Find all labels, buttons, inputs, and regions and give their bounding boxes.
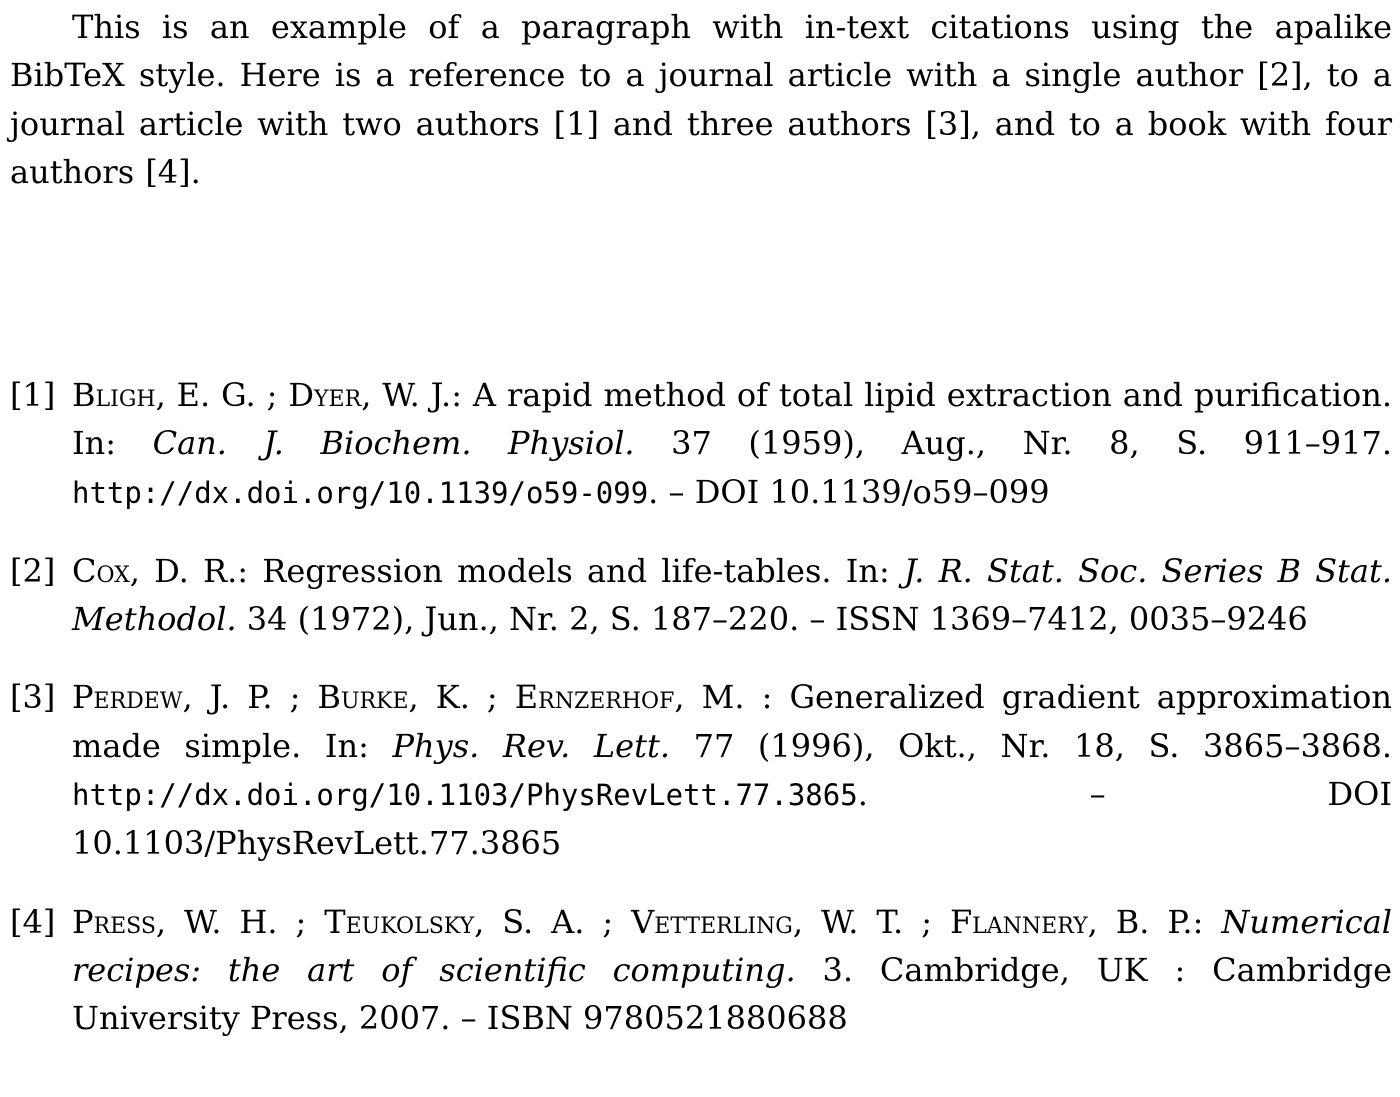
author-initials: , D. R.: [129, 551, 249, 590]
author-initials: , M. : [674, 678, 773, 717]
reference-title: A rapid method of total lipid extraction and purification. In: [72, 376, 1393, 463]
author-initials: , W. T. ; [792, 902, 950, 941]
reference-details: 37 (1959), Aug., Nr. 8, S. 911–917. [671, 424, 1393, 463]
reference-doi: . – DOI 10.1139/o59–099 [648, 472, 1050, 511]
reference-title: Generalized gradient approximation made simple. In: [72, 678, 1393, 765]
author-surname: Flannery [949, 902, 1088, 941]
author-initials: , E. G. ; [155, 376, 289, 414]
reference-entry-2 [10, 547, 1392, 644]
author-surname: Teukolsky [324, 902, 475, 941]
doi-link[interactable]: http://dx.doi.org/10.1139/o59-099 [72, 475, 649, 510]
bibliography [10, 371, 1392, 1043]
author-initials: , W. H. ; [155, 902, 325, 941]
author-initials: , K. ; [408, 678, 515, 717]
author-surname: Burke [317, 678, 409, 717]
author-initials: , B. P.: [1087, 902, 1204, 941]
reference-label: [4] [10, 902, 56, 941]
reference-title: Regression models and life-tables. In: [262, 551, 890, 590]
book-title: Numerical recipes: the art of scientific computing. [72, 902, 1393, 989]
doi-link[interactable]: http://dx.doi.org/10.1103/PhysRevLett.77.3865 [72, 778, 858, 813]
reference-details: 34 (1972), Jun., Nr. 2, S. 187–220. – ISSN 1369–7412, 0035–9246 [246, 600, 1308, 639]
author-surname: Ernzerhof [514, 678, 675, 717]
intro-paragraph: This is an example of a paragraph with in-text citations using the apalike BibTeX style. Here is a reference to a journal article with a single author [2], to a journal article with two authors [1] and three authors [3], and to a book with four authors [4]. [10, 8, 1392, 191]
reference-details: 77 (1996), Okt., Nr. 18, S. 3865–3868. [693, 726, 1393, 765]
author-initials: , S. A. ; [474, 902, 632, 941]
reference-entry-1 [10, 371, 1392, 517]
author-surname: Dyer [288, 376, 362, 414]
author-surname: Bligh [72, 376, 156, 414]
journal-name: Phys. Rev. Lett. [392, 726, 671, 765]
author-surname: Cox [72, 551, 130, 590]
author-surname: Press [72, 902, 156, 941]
journal-name: Can. J. Biochem. Physiol. [152, 424, 635, 463]
document-page [10, 3, 1393, 1038]
reference-doi: . – DOI 10.1103/PhysRevLett.77.3865 [72, 775, 1392, 863]
reference-label: [1] [10, 376, 56, 414]
author-initials: , J. P. ; [182, 678, 318, 717]
reference-label: [3] [10, 678, 56, 717]
reference-label: [2] [10, 551, 56, 590]
author-surname: Perdew [72, 678, 183, 717]
author-initials: , W. J.: [361, 376, 462, 414]
author-surname: Vetterling [631, 902, 793, 941]
journal-name: J. R. Stat. Soc. Series B Stat. Methodol. [72, 551, 1393, 639]
reference-entry-4 [10, 898, 1392, 1043]
reference-details: 3. Cambridge, UK : Cambridge University Press, 2007. – ISBN 9780521880688 [72, 950, 1392, 1038]
reference-entry-3 [10, 673, 1392, 867]
